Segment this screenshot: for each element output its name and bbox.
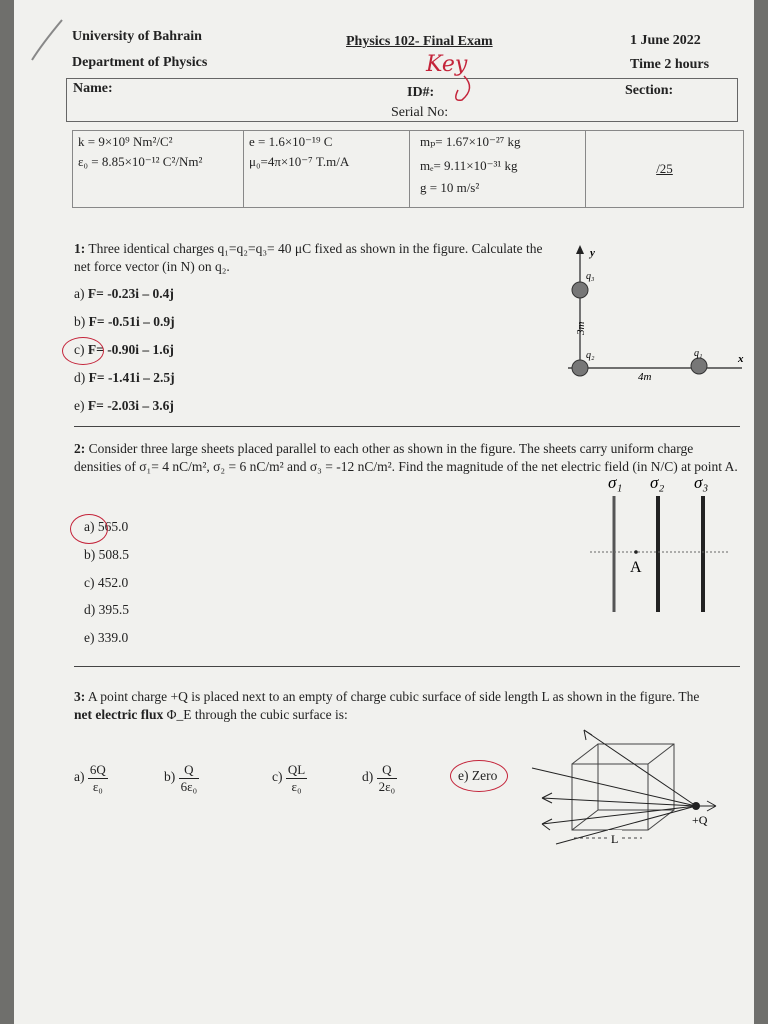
charge-q2 (572, 360, 588, 376)
q2-option-d[interactable]: d) 395.5 (84, 602, 129, 617)
point-charge-dot (692, 802, 700, 810)
section-divider-2 (74, 666, 740, 667)
q2-number: 2: (74, 441, 86, 456)
point-a-dot (634, 550, 638, 554)
q2-sheets-figure (584, 468, 734, 618)
key-tail-stroke (446, 70, 486, 106)
q1-option-b[interactable]: b) F= -0.51i – 0.9j (74, 314, 175, 329)
exam-title: Physics 102- Final Exam (346, 34, 493, 49)
q1-answer-circle (62, 337, 104, 365)
q3-answer-circle (450, 760, 508, 792)
q3-option-e[interactable]: e) Zero (458, 768, 498, 783)
exam-paper (14, 0, 754, 1024)
q1-x-axis-label: x (738, 353, 744, 365)
constant-me: mₑ= 9.11×10⁻³¹ kg (420, 158, 518, 173)
exam-date: 1 June 2022 (630, 33, 701, 48)
sigma2-label: σ₂ (650, 473, 665, 492)
sigma1-label: σ₁ (608, 473, 623, 492)
department-name: Department of Physics (72, 55, 208, 70)
constant-k: k = 9×10⁹ Nm²/C² (78, 134, 173, 149)
q3-label: q₃ (586, 271, 595, 282)
q3-option-d[interactable]: d) $\frac{Q}{\text{2ε₀}}$ (362, 762, 396, 794)
q1-text (74, 240, 554, 276)
q2-statement: Consider three large sheets placed parallel to each other as shown in the figure. The sheets carry uniform charge densities of σ₁= 4 nC/m², σ₂ = 6 nC/m² and σ₃ = -12 nC/m². Find the magnitude of the net electric field (in N/C) at point A. (74, 441, 738, 474)
serial-label: Serial No: (391, 105, 449, 120)
constant-eps0: ε₀ = 8.85×10⁻¹² C²/Nm² (78, 154, 203, 169)
name-label: Name: (73, 81, 113, 96)
charge-label: +Q (692, 813, 708, 827)
student-info-box (66, 78, 738, 122)
q3-number: 3: (74, 689, 86, 704)
constant-mu0: μ₀=4π×10⁻⁷ T.m/A (249, 154, 350, 169)
q3-option-c[interactable]: c) $\frac{QL}{\text{ε₀}}$ (272, 762, 306, 794)
q1-option-a[interactable]: a) F= -0.23i – 0.4j (74, 286, 174, 301)
cube-back-face (598, 744, 674, 810)
constant-mp: mₚ= 1.67×10⁻²⁷ kg (420, 134, 521, 149)
q2-label: q₂ (586, 350, 595, 361)
charge-q3 (572, 282, 588, 298)
q2-option-a[interactable]: a) 565.0 (84, 519, 129, 534)
vertical-distance-label: 3m (575, 321, 587, 335)
university-name: University of Bahrain (72, 29, 202, 44)
section-label: Section: (625, 83, 674, 98)
q1-option-e[interactable]: e) F= -2.03i – 3.6j (74, 398, 174, 413)
side-length-label: L (611, 832, 619, 846)
q2-option-c[interactable]: c) 452.0 (84, 575, 129, 590)
field-lines (532, 730, 716, 844)
q1-charge-figure (554, 240, 754, 390)
handwritten-key: Key (426, 52, 468, 77)
constants-table (72, 130, 744, 208)
q1-option-d[interactable]: d) F= -1.41i – 2.5j (74, 370, 175, 385)
horizontal-distance-label: 4m (638, 371, 652, 383)
exam-duration: Time 2 hours (630, 57, 710, 72)
point-a-label: A (630, 559, 642, 576)
score-box: /25 (656, 161, 673, 176)
q1-y-axis-label: y (590, 247, 595, 259)
q2-option-e[interactable]: e) 339.0 (84, 630, 129, 645)
q1-number: 1: (74, 241, 86, 256)
constant-g: g = 10 m/s² (420, 180, 480, 195)
pen-stroke-mark (28, 14, 68, 64)
q3-option-a[interactable]: a) $\frac{6Q}{\text{ε₀}}$ (74, 762, 106, 794)
cube-front-face (572, 764, 648, 830)
q3-text: 3: A point charge +Q is placed next to an empty of charge cubic surface of side length L as shown in the figure. The net electric flux Φ_E through the cubic surface is: (74, 689, 700, 722)
q3-option-b[interactable]: b) $\frac{Q}{\text{6ε₀}}$ (164, 762, 198, 794)
section-divider (74, 426, 740, 427)
q1-option-c[interactable]: c) F= -0.90i – 1.6j (74, 342, 174, 357)
q2-answer-circle (70, 514, 108, 544)
charge-q1 (691, 358, 707, 374)
id-label: ID#: (407, 85, 435, 100)
q1-statement: Three identical charges q₁=q₂=q₃= 40 μC fixed as shown in the figure. Calculate the net force vector (in N) on q₂. (74, 241, 543, 274)
q3-cube-figure (526, 724, 726, 854)
q1-label: q₁ (694, 348, 703, 359)
sigma3-label: σ₃ (694, 473, 709, 492)
q2-option-b[interactable]: b) 508.5 (84, 547, 129, 562)
constant-e: e = 1.6×10⁻¹⁹ C (249, 134, 333, 149)
